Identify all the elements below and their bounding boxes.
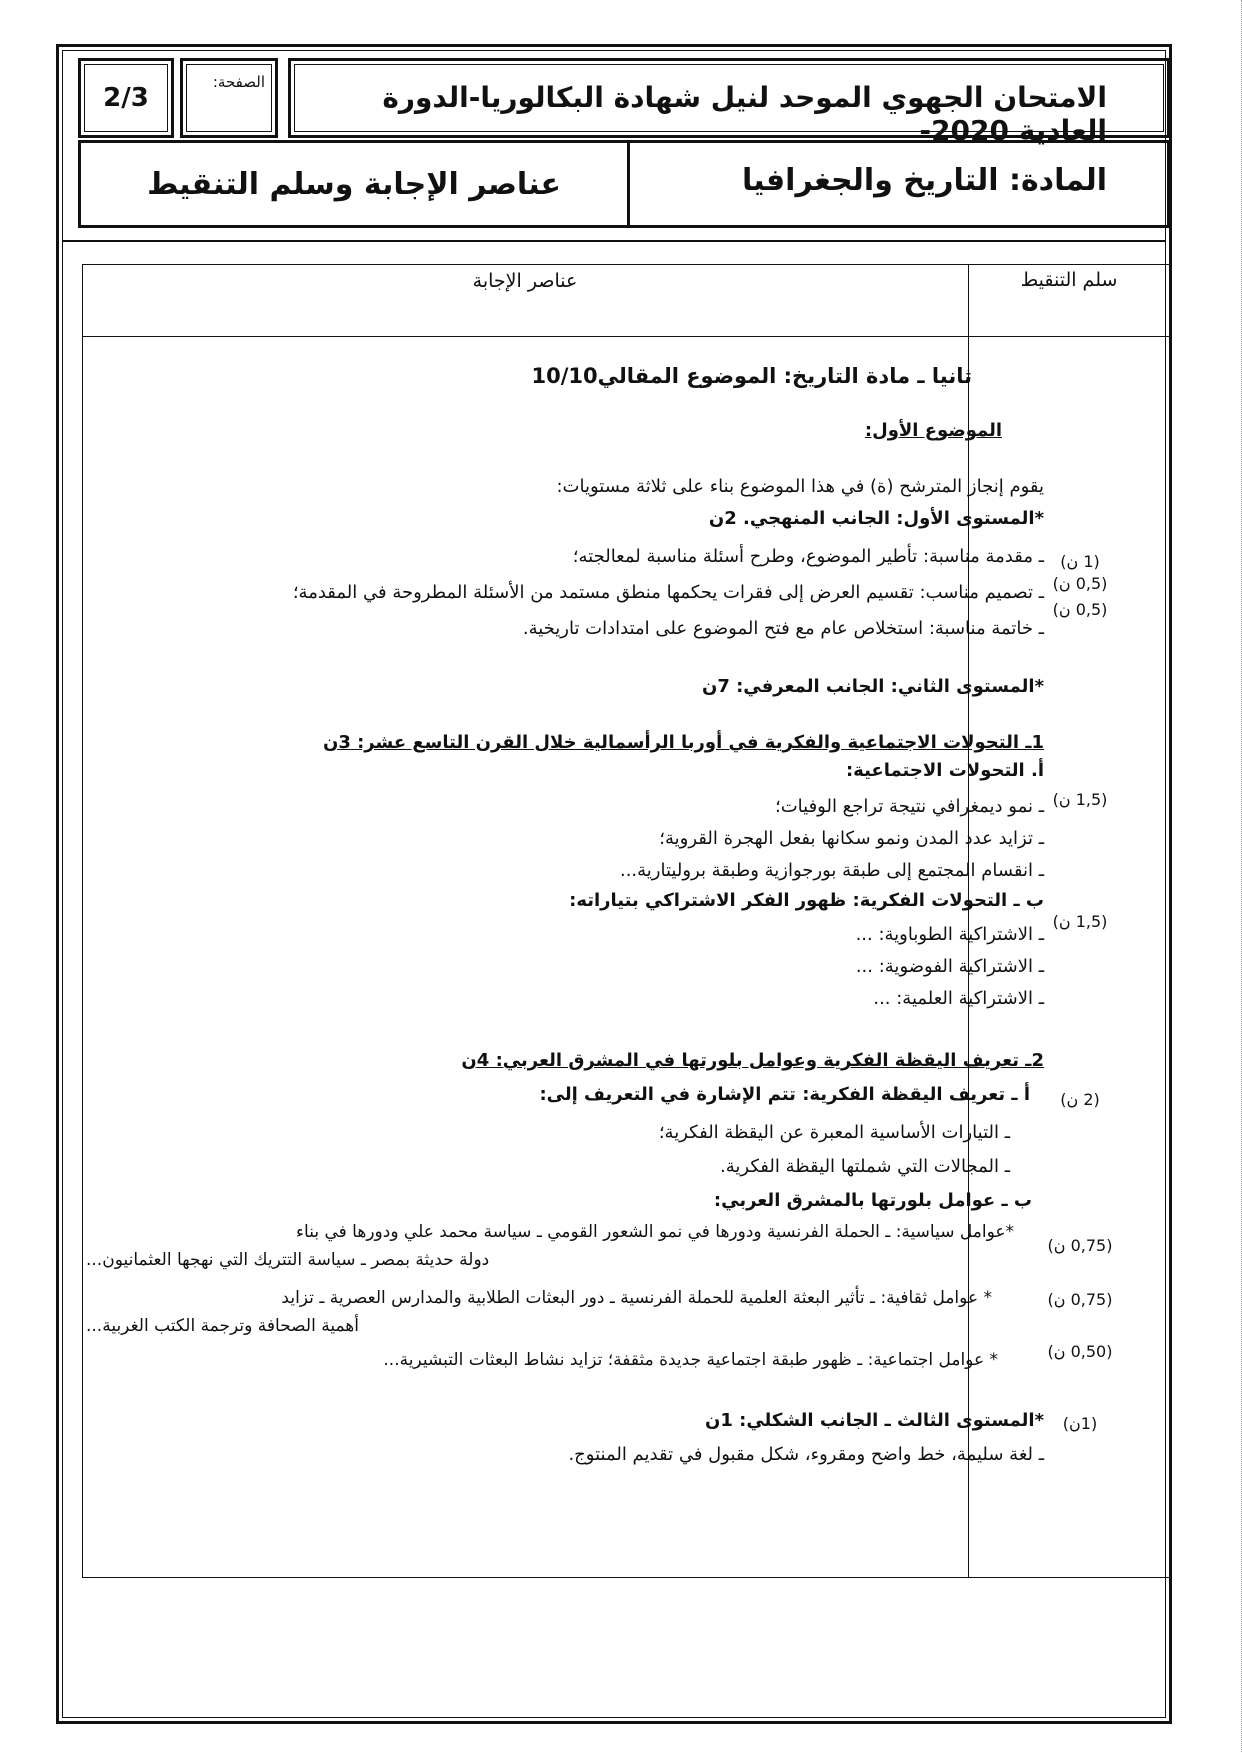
doc-type: عناصر الإجابة وسلم التنقيط xyxy=(147,166,561,202)
section-2a-heading: أ ـ تعريف اليقظة الفكرية: تتم الإشارة في التعريف إلى: xyxy=(539,1084,1030,1105)
level-2-heading: *المستوى الثاني: الجانب المعرفي: 7ن xyxy=(701,676,1044,697)
level-1-item: ـ خاتمة مناسبة: استخلاص عام مع فتح الموضوع على امتدادات تاريخية. xyxy=(522,618,1044,639)
page-number-box xyxy=(78,58,174,138)
table-column-divider xyxy=(968,264,969,1578)
level-1-heading: *المستوى الأول: الجانب المنهجي. 2ن xyxy=(708,508,1044,529)
points-value: (0,50 ن) xyxy=(1047,1342,1113,1361)
list-item: ـ الاشتراكية الفوضوية: ... xyxy=(855,956,1044,977)
list-item: ـ الاشتراكية العلمية: ... xyxy=(873,988,1044,1009)
points-value: (0,5 ن) xyxy=(1052,574,1108,593)
subject-row xyxy=(78,140,1170,228)
section-1b-heading: ب ـ التحولات الفكرية: ظهور الفكر الاشتراكي بتياراته: xyxy=(569,890,1044,911)
list-item: ـ انقسام المجتمع إلى طبقة بورجوازية وطبقة بروليتارية... xyxy=(619,860,1044,881)
page-label: الصفحة: xyxy=(212,73,265,91)
level-3-heading: *المستوى الثالث ـ الجانب الشكلي: 1ن xyxy=(704,1410,1044,1431)
intro-text: يقوم إنجاز المترشح (ة) في هذا الموضوع بناء على ثلاثة مستويات: xyxy=(556,476,1044,497)
topic-heading: الموضوع الأول: xyxy=(864,420,1002,441)
points-value: (0,5 ن) xyxy=(1052,600,1108,619)
points-value: (1,5 ن) xyxy=(1052,790,1108,809)
box-inner-border xyxy=(84,64,168,132)
list-item: ـ تزايد عدد المدن ونمو سكانها بفعل الهجرة القروية؛ xyxy=(659,828,1044,849)
paragraph-line: *عوامل سياسية: ـ الحملة الفرنسية ودورها في نمو الشعور القومي ـ سياسة محمد علي ودورها في بناء xyxy=(296,1222,1014,1242)
section-1a-heading: أ. التحولات الاجتماعية: xyxy=(845,760,1044,781)
table-header-divider xyxy=(82,336,1170,337)
level-1-item: ـ مقدمة مناسبة: تأطير الموضوع، وطرح أسئلة مناسبة لمعالجته؛ xyxy=(572,546,1044,567)
answer-table xyxy=(82,264,1170,1578)
page-label-box xyxy=(180,58,278,138)
list-item: ـ المجالات التي شملتها اليقظة الفكرية. xyxy=(720,1156,1010,1177)
header-separator xyxy=(62,240,1166,242)
points-value: (0,75 ن) xyxy=(1047,1290,1113,1309)
list-item: ـ نمو ديمغرافي نتيجة تراجع الوفيات؛ xyxy=(774,796,1044,817)
subject-row-divider xyxy=(627,143,630,225)
level-3-item: ـ لغة سليمة، خط واضح ومقروء، شكل مقبول في تقديم المنتوج. xyxy=(568,1444,1044,1465)
list-item: ـ الاشتراكية الطوباوية: ... xyxy=(855,924,1044,945)
section-1-heading: 1ـ التحولات الاجتماعية والفكرية في أوربا الرأسمالية خلال القرن التاسع عشر: 3ن xyxy=(322,732,1044,753)
paragraph-line: * عوامل اجتماعية: ـ ظهور طبقة اجتماعية جديدة مثقفة؛ تزايد نشاط البعثات التبشيرية... xyxy=(383,1350,998,1370)
points-value: (1,5 ن) xyxy=(1052,912,1108,931)
exam-title-box xyxy=(288,58,1170,147)
level-1-item: ـ تصميم مناسب: تقسيم العرض إلى فقرات يحكمها منطق مستمد من الأسئلة المطروحة في المقدمة؛ xyxy=(292,582,1044,603)
points-value: (0,75 ن) xyxy=(1047,1236,1113,1255)
col-header-answers: عناصر الإجابة xyxy=(472,270,578,292)
points-value: (2 ن) xyxy=(1060,1090,1100,1109)
section-title: ثانيا ـ مادة التاريخ: الموضوع المقالي10/10 xyxy=(531,364,972,388)
points-value: (1 ن) xyxy=(1060,552,1100,571)
list-item: ـ التيارات الأساسية المعبرة عن اليقظة الفكرية؛ xyxy=(658,1122,1010,1143)
paragraph-line: أهمية الصحافة وترجمة الكتب الغربية... xyxy=(86,1316,359,1336)
section-2-heading: 2ـ تعريف اليقظة الفكرية وعوامل بلورتها في المشرق العربي: 4ن xyxy=(461,1050,1044,1071)
page-number: 2/3 xyxy=(103,83,149,113)
col-header-scale: سلم التنقيط xyxy=(1020,269,1118,291)
paragraph-line: * عوامل ثقافية: ـ تأثير البعثة العلمية للحملة الفرنسية ـ دور البعثات الطلابية والمدارس العصرية ـ تزايد xyxy=(281,1288,992,1308)
paragraph-line: دولة حديثة بمصر ـ سياسة التتريك التي نهجها العثمانيون... xyxy=(86,1250,490,1270)
section-2b-heading: ب ـ عوامل بلورتها بالمشرق العربي: xyxy=(713,1190,1032,1211)
scan-edge-dots xyxy=(1238,0,1242,1752)
subject: المادة: التاريخ والجغرافيا xyxy=(742,163,1107,198)
points-value: (1ن) xyxy=(1062,1414,1098,1433)
exam-title: الامتحان الجهوي الموحد لنيل شهادة البكالوريا-الدورة العادية 2020- xyxy=(382,81,1107,147)
